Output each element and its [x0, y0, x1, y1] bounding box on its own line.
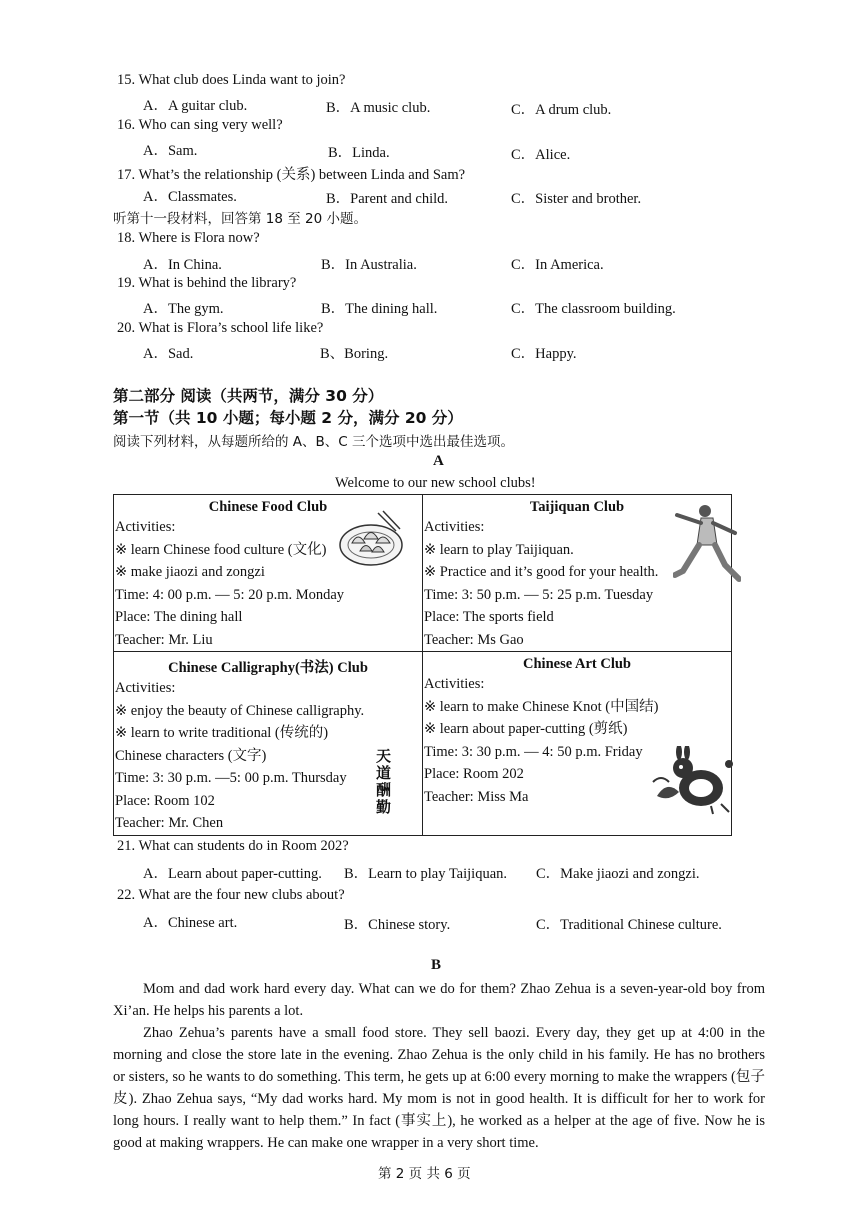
club-line: Time: 3: 50 p.m. — 5: 25 p.m. Tuesday — [424, 586, 654, 603]
listening-instruction: 听第十一段材料，回答第 18 至 20 小题。 — [113, 211, 368, 227]
club-cell-art — [423, 652, 732, 836]
club-line: Time: 4: 00 p.m. — 5: 20 p.m. Monday — [115, 586, 345, 603]
question-21: 21. What can students do in Room 202? — [117, 838, 349, 854]
option-19c: C．The classroom building. — [511, 301, 676, 317]
option-18a: A．In China. — [143, 257, 222, 273]
option-21b: B．Learn to play Taijiquan. — [344, 866, 508, 882]
question-18: 18. Where is Flora now? — [117, 230, 260, 246]
club-line: Activities: — [115, 680, 176, 696]
option-22a: A．Chinese art. — [143, 915, 238, 931]
option-15b: B．A music club. — [326, 100, 431, 116]
club-line: Place: Room 202 — [424, 766, 524, 782]
option-16b: B．Linda. — [328, 145, 390, 161]
club-line: Teacher: Mr. Liu — [115, 631, 213, 648]
page-footer: 第 2 页 共 6 页 — [378, 1166, 471, 1182]
question-16: 16. Who can sing very well? — [117, 117, 283, 133]
option-18c: C．In America. — [511, 257, 604, 273]
question-22: 22. What are the four new clubs about? — [117, 887, 345, 903]
club-line: Time: 3: 30 p.m. —5: 00 p.m. Thursday — [115, 770, 347, 786]
option-15c: C．A drum club. — [511, 102, 612, 118]
option-20c: C．Happy. — [511, 346, 577, 362]
option-22b: B．Chinese story. — [344, 917, 451, 933]
club-line: ※ learn Chinese food culture (文化) — [115, 541, 327, 558]
club-line: Teacher: Ms Gao — [424, 631, 524, 648]
option-18b: B．In Australia. — [321, 257, 417, 273]
option-21c: C．Make jiaozi and zongzi. — [536, 866, 700, 882]
club-title: Taijiquan Club — [529, 499, 625, 515]
passage-a-intro: Welcome to our new school clubs! — [335, 475, 536, 491]
club-cell-taijiquan — [423, 495, 732, 652]
reading-instruction: 阅读下列材料，从每题所给的 A、B、C 三个选项中选出最佳选项。 — [113, 434, 515, 450]
club-cell-calligraphy — [114, 652, 423, 836]
question-17: 17. What’s the relationship (关系) between Linda and Sam? — [117, 167, 466, 183]
option-21a: A．Learn about paper-cutting. — [143, 866, 322, 882]
club-line: ※ learn to make Chinese Knot (中国结) — [424, 698, 659, 715]
option-17c: C．Sister and brother. — [511, 191, 642, 207]
club-line: ※ Practice and it’s good for your health. — [424, 564, 659, 580]
option-22c: C．Traditional Chinese culture. — [536, 917, 722, 933]
section1-title: 第一节（共 10 小题；每小题 2 分，满分 20 分） — [113, 409, 463, 427]
part2-title: 第二部分 阅读（共两节，满分 30 分） — [113, 387, 384, 405]
taijiquan-figure-icon — [673, 501, 741, 583]
option-19b: B．The dining hall. — [321, 301, 438, 317]
club-line: ※ learn about paper-cutting (剪纸) — [424, 721, 628, 737]
passage-a-letter: A — [433, 453, 444, 469]
dumplings-plate-icon — [338, 509, 404, 569]
club-line: Time: 3: 30 p.m. — 4: 50 p.m. Friday — [424, 743, 643, 760]
question-20: 20. What is Flora’s school life like? — [117, 320, 324, 336]
option-16a: A．Sam. — [143, 143, 198, 159]
club-cell-food — [114, 495, 423, 652]
option-20a: A．Sad. — [143, 346, 194, 362]
calligraphy-art: 天道酬勤 — [376, 747, 392, 816]
option-20b: B、Boring. — [320, 346, 389, 362]
club-title: Chinese Calligraphy(书法) Club — [168, 660, 368, 676]
passage-b-letter: B — [431, 957, 442, 973]
club-line: ※ learn to play Taijiquan. — [424, 541, 574, 558]
club-line: Place: The sports field — [424, 609, 554, 625]
club-line: Chinese characters (文字) — [115, 747, 267, 764]
option-19a: A．The gym. — [143, 301, 224, 317]
passage-b-paragraph-2: Zhao Zehua’s parents have a small food store. They sell baozi. Every day, they get up at 4:00 in the morning and close the store late in the evening. Zhao Zehua is the only child in his family. He has no brothers or sisters, so he wants to do something. This term, he gets up at 6:00 every morning to make the wrappers (包子皮). Zhao Zehua says, “My dad works hard. My mom is not in good health. It is difficult for her to work for long hours. I really want to help them.” In fact (事实上), he worked as a helper at the age of five. Now he is good at making wrappers. He can make one wrapper in a very short time. — [113, 1025, 765, 1151]
club-line: Activities: — [115, 519, 176, 535]
passage-b-paragraph-1: Mom and dad work hard every day. What can we do for them? Zhao Zehua is a seven-year-old boy from Xi’an. He helps his parents a lot. — [113, 981, 765, 1019]
club-line: Activities: — [424, 519, 485, 535]
option-16c: C．Alice. — [511, 147, 571, 163]
club-line: ※ enjoy the beauty of Chinese calligraphy. — [115, 702, 365, 719]
club-line: Place: The dining hall — [115, 609, 243, 625]
club-title: Chinese Art Club — [523, 656, 631, 672]
paper-cutting-rabbit-icon — [649, 746, 741, 816]
option-17b: B．Parent and child. — [326, 191, 449, 207]
club-line: Place: Room 102 — [115, 792, 215, 809]
club-line: Teacher: Miss Ma — [424, 788, 529, 805]
clubs-table — [113, 494, 732, 836]
club-line: Activities: — [424, 676, 485, 692]
question-15: 15. What club does Linda want to join? — [117, 72, 346, 88]
club-line: Teacher: Mr. Chen — [115, 815, 224, 831]
club-line: ※ learn to write traditional (传统的) — [115, 725, 329, 741]
option-17a: A．Classmates. — [143, 189, 237, 205]
club-title: Chinese Food Club — [208, 499, 328, 515]
option-15a: A．A guitar club. — [143, 98, 248, 114]
club-line: ※ make jiaozi and zongzi — [115, 564, 265, 580]
question-19: 19. What is behind the library? — [117, 275, 297, 291]
